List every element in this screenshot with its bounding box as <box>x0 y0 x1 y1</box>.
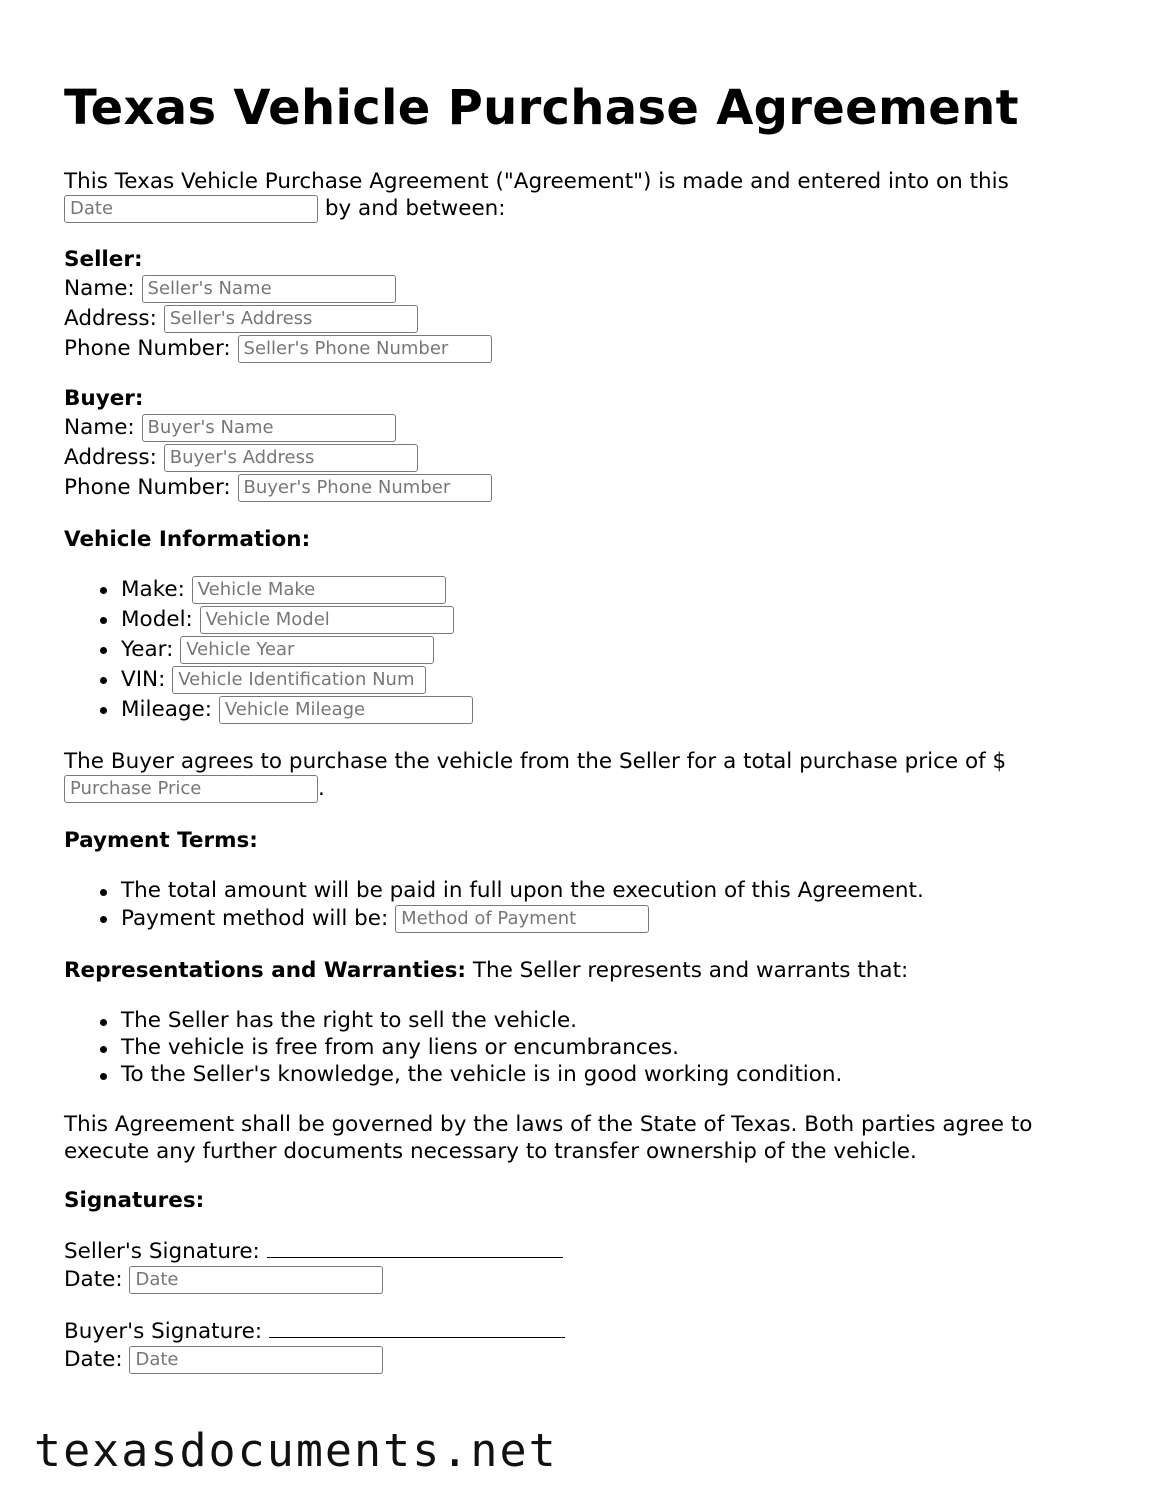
list-item <box>64 665 473 695</box>
vehicle-vin-field[interactable]: Vehicle Identification Num <box>172 666 426 694</box>
governing-line-1: This Agreement shall be governed by the laws of the State of Texas. Both parties agree to <box>64 1112 1033 1137</box>
seller-phone-label: Phone Number: <box>64 336 231 361</box>
list-item: The Seller has the right to sell the vehicle. <box>64 1007 842 1034</box>
vehicle-model-field[interactable]: Vehicle Model <box>200 606 454 634</box>
signatures-heading: Signatures: <box>64 1188 205 1213</box>
list-item: To the Seller's knowledge, the vehicle is in good working condition. <box>64 1061 842 1088</box>
intro-text: This Texas Vehicle Purchase Agreement ("Agreement") is made and entered into on this <box>64 169 1009 194</box>
list-item <box>64 575 473 605</box>
list-item <box>64 695 473 725</box>
seller-name-label: Name: <box>64 276 135 301</box>
buyer-phone-field[interactable]: Buyer's Phone Number <box>238 474 492 502</box>
seller-heading: Seller: <box>64 247 143 272</box>
seller-signature-block <box>64 1237 563 1295</box>
seller-name-field[interactable]: Seller's Name <box>142 275 396 303</box>
seller-signature-line[interactable] <box>267 1237 563 1258</box>
payment-heading: Payment Terms: <box>64 828 258 853</box>
seller-address-label: Address: <box>64 306 157 331</box>
intro-paragraph <box>64 168 1094 223</box>
seller-date-label: Date: <box>64 1267 123 1292</box>
vehicle-mileage-label: Mileage: <box>121 697 213 722</box>
buyer-signature-label: Buyer's Signature: <box>64 1319 263 1344</box>
site-watermark: texasdocuments.net <box>34 1424 558 1477</box>
purchase-price-field[interactable]: Purchase Price <box>64 775 318 803</box>
seller-section <box>64 246 492 364</box>
warranties-intro-text: The Seller represents and warrants that: <box>472 958 909 983</box>
buyer-name-label: Name: <box>64 415 135 440</box>
vehicle-make-label: Make: <box>121 577 185 602</box>
price-suffix: . <box>318 776 325 801</box>
vehicle-mileage-field[interactable]: Vehicle Mileage <box>219 696 473 724</box>
vehicle-model-label: Model: <box>121 607 193 632</box>
list-item <box>64 904 924 934</box>
agreement-date-field[interactable]: Date <box>64 195 318 223</box>
payment-list <box>64 877 924 934</box>
seller-signature-label: Seller's Signature: <box>64 1239 260 1264</box>
buyer-heading: Buyer: <box>64 386 144 411</box>
payment-item-text: The total amount will be paid in full upon the execution of this Agreement. <box>121 878 924 903</box>
page-title: Texas Vehicle Purchase Agreement <box>64 80 1019 136</box>
vehicle-vin-label: VIN: <box>121 667 166 692</box>
seller-address-field[interactable]: Seller's Address <box>164 305 418 333</box>
buyer-signature-block <box>64 1317 565 1375</box>
price-text: The Buyer agrees to purchase the vehicle from the Seller for a total purchase price of $ <box>64 749 1007 774</box>
governing-paragraph <box>64 1111 1032 1165</box>
vehicle-year-label: Year: <box>121 637 174 662</box>
vehicle-heading: Vehicle Information: <box>64 527 311 552</box>
buyer-phone-label: Phone Number: <box>64 475 231 500</box>
list-item <box>64 635 473 665</box>
buyer-signature-line[interactable] <box>269 1317 565 1338</box>
payment-method-label: Payment method will be: <box>121 906 389 931</box>
buyer-section <box>64 385 492 503</box>
list-item: The vehicle is free from any liens or encumbrances. <box>64 1034 842 1061</box>
list-item <box>64 605 473 635</box>
list-item <box>64 877 924 904</box>
buyer-date-field[interactable]: Date <box>129 1346 383 1374</box>
price-paragraph <box>64 748 1006 803</box>
governing-line-2: execute any further documents necessary to transfer ownership of the vehicle. <box>64 1139 917 1164</box>
warranties-intro <box>64 957 908 984</box>
warranties-heading: Representations and Warranties: <box>64 958 466 983</box>
warranties-list <box>64 1007 842 1088</box>
vehicle-year-field[interactable]: Vehicle Year <box>180 636 434 664</box>
buyer-name-field[interactable]: Buyer's Name <box>142 414 396 442</box>
payment-method-field[interactable]: Method of Payment <box>395 905 649 933</box>
buyer-address-label: Address: <box>64 445 157 470</box>
seller-phone-field[interactable]: Seller's Phone Number <box>238 335 492 363</box>
vehicle-list <box>64 575 473 725</box>
seller-date-field[interactable]: Date <box>129 1266 383 1294</box>
buyer-address-field[interactable]: Buyer's Address <box>164 444 418 472</box>
intro-text-after: by and between: <box>324 196 506 221</box>
vehicle-make-field[interactable]: Vehicle Make <box>192 576 446 604</box>
buyer-date-label: Date: <box>64 1347 123 1372</box>
